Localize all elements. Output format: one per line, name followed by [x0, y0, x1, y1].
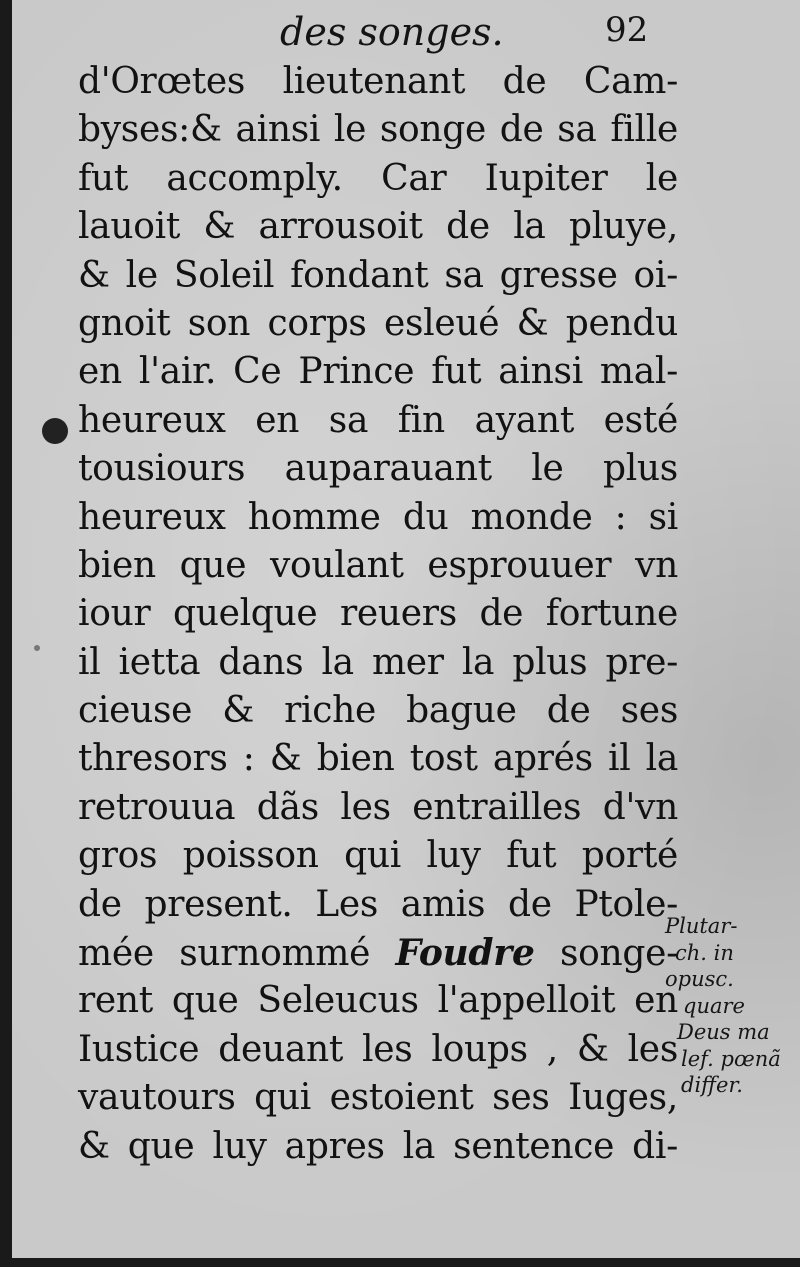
text-line: vautours qui estoient ses Iuges,: [78, 1077, 678, 1119]
ink-speck: [34, 645, 40, 651]
text-line: iour quelque reuers de fortune: [78, 593, 678, 635]
page-header: [12, 10, 800, 60]
marginal-line: opusc.: [665, 967, 734, 991]
text-line: il ietta dans la mer la plus pre-: [78, 641, 678, 683]
marginal-note: [665, 913, 795, 1099]
text-line: tousiours auparauant le plus: [78, 448, 678, 490]
text-line: d'Orœtes lieutenant de Cam-: [78, 61, 678, 102]
text-line: en l'air. Ce Prince fut ainsi mal-: [78, 351, 678, 393]
text-line: lauoit & arrousoit de la pluye,: [78, 206, 678, 248]
text-line: bien que voulant esprouuer vn: [78, 544, 678, 586]
ink-blot: [42, 418, 68, 444]
text-line: byses:& ainsi le songe de sa fille: [78, 109, 678, 151]
text-line: fut accomply. Car Iupiter le: [78, 157, 678, 199]
italic-name: Foudre: [395, 932, 535, 975]
text-line: & le Soleil fondant sa gresse oi-: [78, 254, 678, 296]
text-line: retrouua dãs les entrailles d'vn: [78, 786, 678, 828]
text-line: Iustice deuant les loups , & les: [78, 1028, 678, 1070]
text-line: thresors : & bien tost aprés il la: [78, 738, 678, 780]
text-line: gros poisson qui luy fut porté: [78, 835, 678, 877]
text-line-foudre: [78, 929, 678, 977]
text-line: & que luy apres la sentence di-: [78, 1125, 678, 1167]
marginal-line: differ.: [681, 1073, 743, 1097]
text-line: heureux homme du monde : si: [78, 496, 678, 538]
page-number: 92: [605, 10, 649, 50]
marginal-line: lef. pœnã: [681, 1046, 781, 1071]
running-head: des songes.: [280, 10, 504, 54]
marginal-line: Plutar-: [665, 914, 738, 938]
marginal-line: Deus ma: [677, 1020, 770, 1044]
text-line: gnoit son corps esleué & pendu: [78, 302, 678, 344]
marginal-line: quare: [683, 993, 745, 1018]
book-page: [12, 0, 800, 1258]
text-line: heureux en sa fin ayant esté: [78, 399, 678, 441]
text-line: rent que Seleucus l'appelloit en: [78, 980, 678, 1022]
text-segment: mée surnommé: [78, 933, 396, 975]
marginal-line: ch. in: [675, 940, 734, 965]
body-text: [78, 58, 678, 1171]
text-line: cieuse & riche bague de ses: [78, 690, 678, 732]
text-line: de present. Les amis de Ptole-: [78, 883, 678, 925]
text-segment: songe-: [534, 933, 678, 975]
